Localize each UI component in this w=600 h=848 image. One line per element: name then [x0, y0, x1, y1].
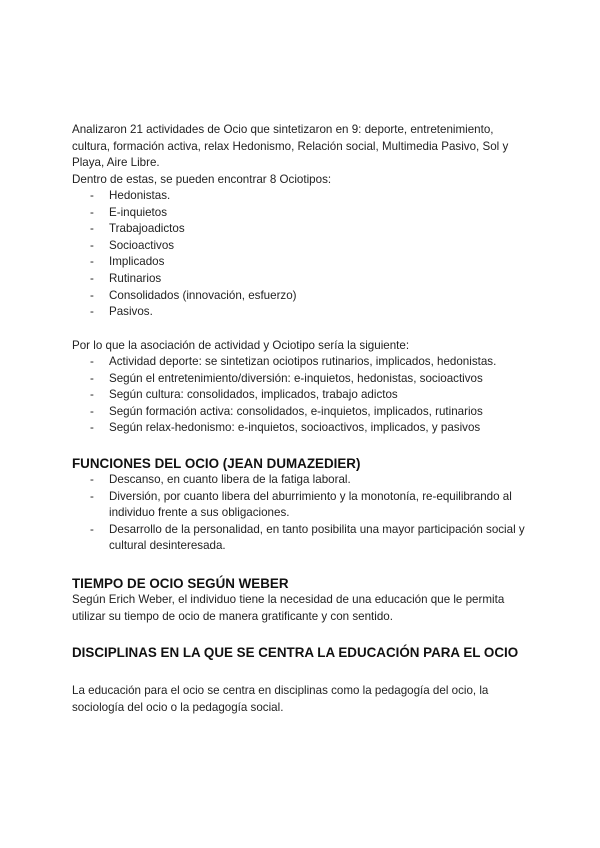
dash-bullet: - [90, 404, 94, 418]
dash-bullet: - [90, 371, 94, 385]
list-item: - Desarrollo de la personalidad, en tanto posibilita una mayor participación social y cultural desinteresada. [90, 522, 525, 553]
dash-bullet: - [90, 522, 94, 536]
weber-paragraph: Según Erich Weber, el individuo tiene la necesidad de una educación que le permita utilizar su tiempo de ocio de manera gratificante y con sentido. [72, 593, 505, 623]
list-item: - Trabajoadictos [72, 221, 532, 238]
dash-bullet: - [90, 421, 94, 435]
list-item: - Hedonistas. [72, 188, 532, 205]
dash-bullet: - [90, 355, 94, 368]
list-item: - Descanso, en cuanto libera de la fatiga laboral. [72, 472, 532, 489]
dash-bullet: - [90, 222, 94, 236]
intro-paragraph: Analizaron 21 actividades de Ocio que sintetizaron en 9: deporte, entretenimiento, cultura, formación activa, relax Hedonismo, Relación social, Multimedia Pasivo, Sol y Playa, Aire Libre. [72, 123, 509, 170]
dash-bullet: - [90, 205, 94, 219]
funciones-list [72, 472, 532, 555]
dash-bullet: - [90, 238, 94, 252]
list-item: - Actividad deporte: se sintetizan ociotipos rutinarios, implicados, hedonistas. [72, 354, 532, 371]
dash-bullet: - [90, 489, 94, 503]
dash-bullet: - [90, 305, 94, 319]
funciones-heading: FUNCIONES DEL OCIO (JEAN DUMAZEDIER) [72, 456, 361, 471]
list-item: - E-inquietos [72, 205, 532, 222]
dash-bullet: - [90, 189, 94, 202]
dash-bullet: - [90, 288, 94, 302]
list-item: - Según cultura: consolidados, implicados, trabajo adictos [72, 387, 532, 404]
list-item: - Implicados [72, 254, 532, 271]
weber-heading: TIEMPO DE OCIO SEGÚN WEBER [72, 576, 289, 591]
list-item: - Socioactivos [72, 238, 532, 255]
dash-bullet: - [90, 388, 94, 402]
asociacion-list [72, 354, 532, 437]
list-item: - Pasivos. [72, 304, 532, 321]
dash-bullet: - [90, 255, 94, 269]
disciplinas-paragraph: La educación para el ocio se centra en disciplinas como la pedagogía del ocio, la sociología del ocio o la pedagogía social. [72, 684, 489, 714]
dash-bullet: - [90, 473, 94, 486]
list-item: - Según formación activa: consolidados, e-inquietos, implicados, rutinarios [72, 404, 532, 421]
list-item: - Según el entretenimiento/diversión: e-inquietos, hedonistas, socioactivos [72, 371, 532, 388]
disciplinas-heading: DISCIPLINAS EN LA QUE SE CENTRA LA EDUCACIÓN PARA EL OCIO [72, 645, 519, 660]
dash-bullet: - [90, 271, 94, 285]
ociotipos-intro: Dentro de estas, se pueden encontrar 8 Ociotipos: [72, 173, 332, 186]
asociacion-intro: Por lo que la asociación de actividad y Ociotipo sería la siguiente: [72, 339, 410, 352]
list-item: - Diversión, por cuanto libera del aburrimiento y la monotonía, re-equilibrando al individuo frente a sus obligaciones. [90, 489, 512, 520]
list-item: - Consolidados (innovación, esfuerzo) [72, 288, 532, 305]
list-item: - Según relax-hedonismo: e-inquietos, socioactivos, implicados, y pasivos [72, 420, 532, 437]
list-item: - Rutinarios [72, 271, 532, 288]
ociotipos-list [72, 188, 532, 321]
